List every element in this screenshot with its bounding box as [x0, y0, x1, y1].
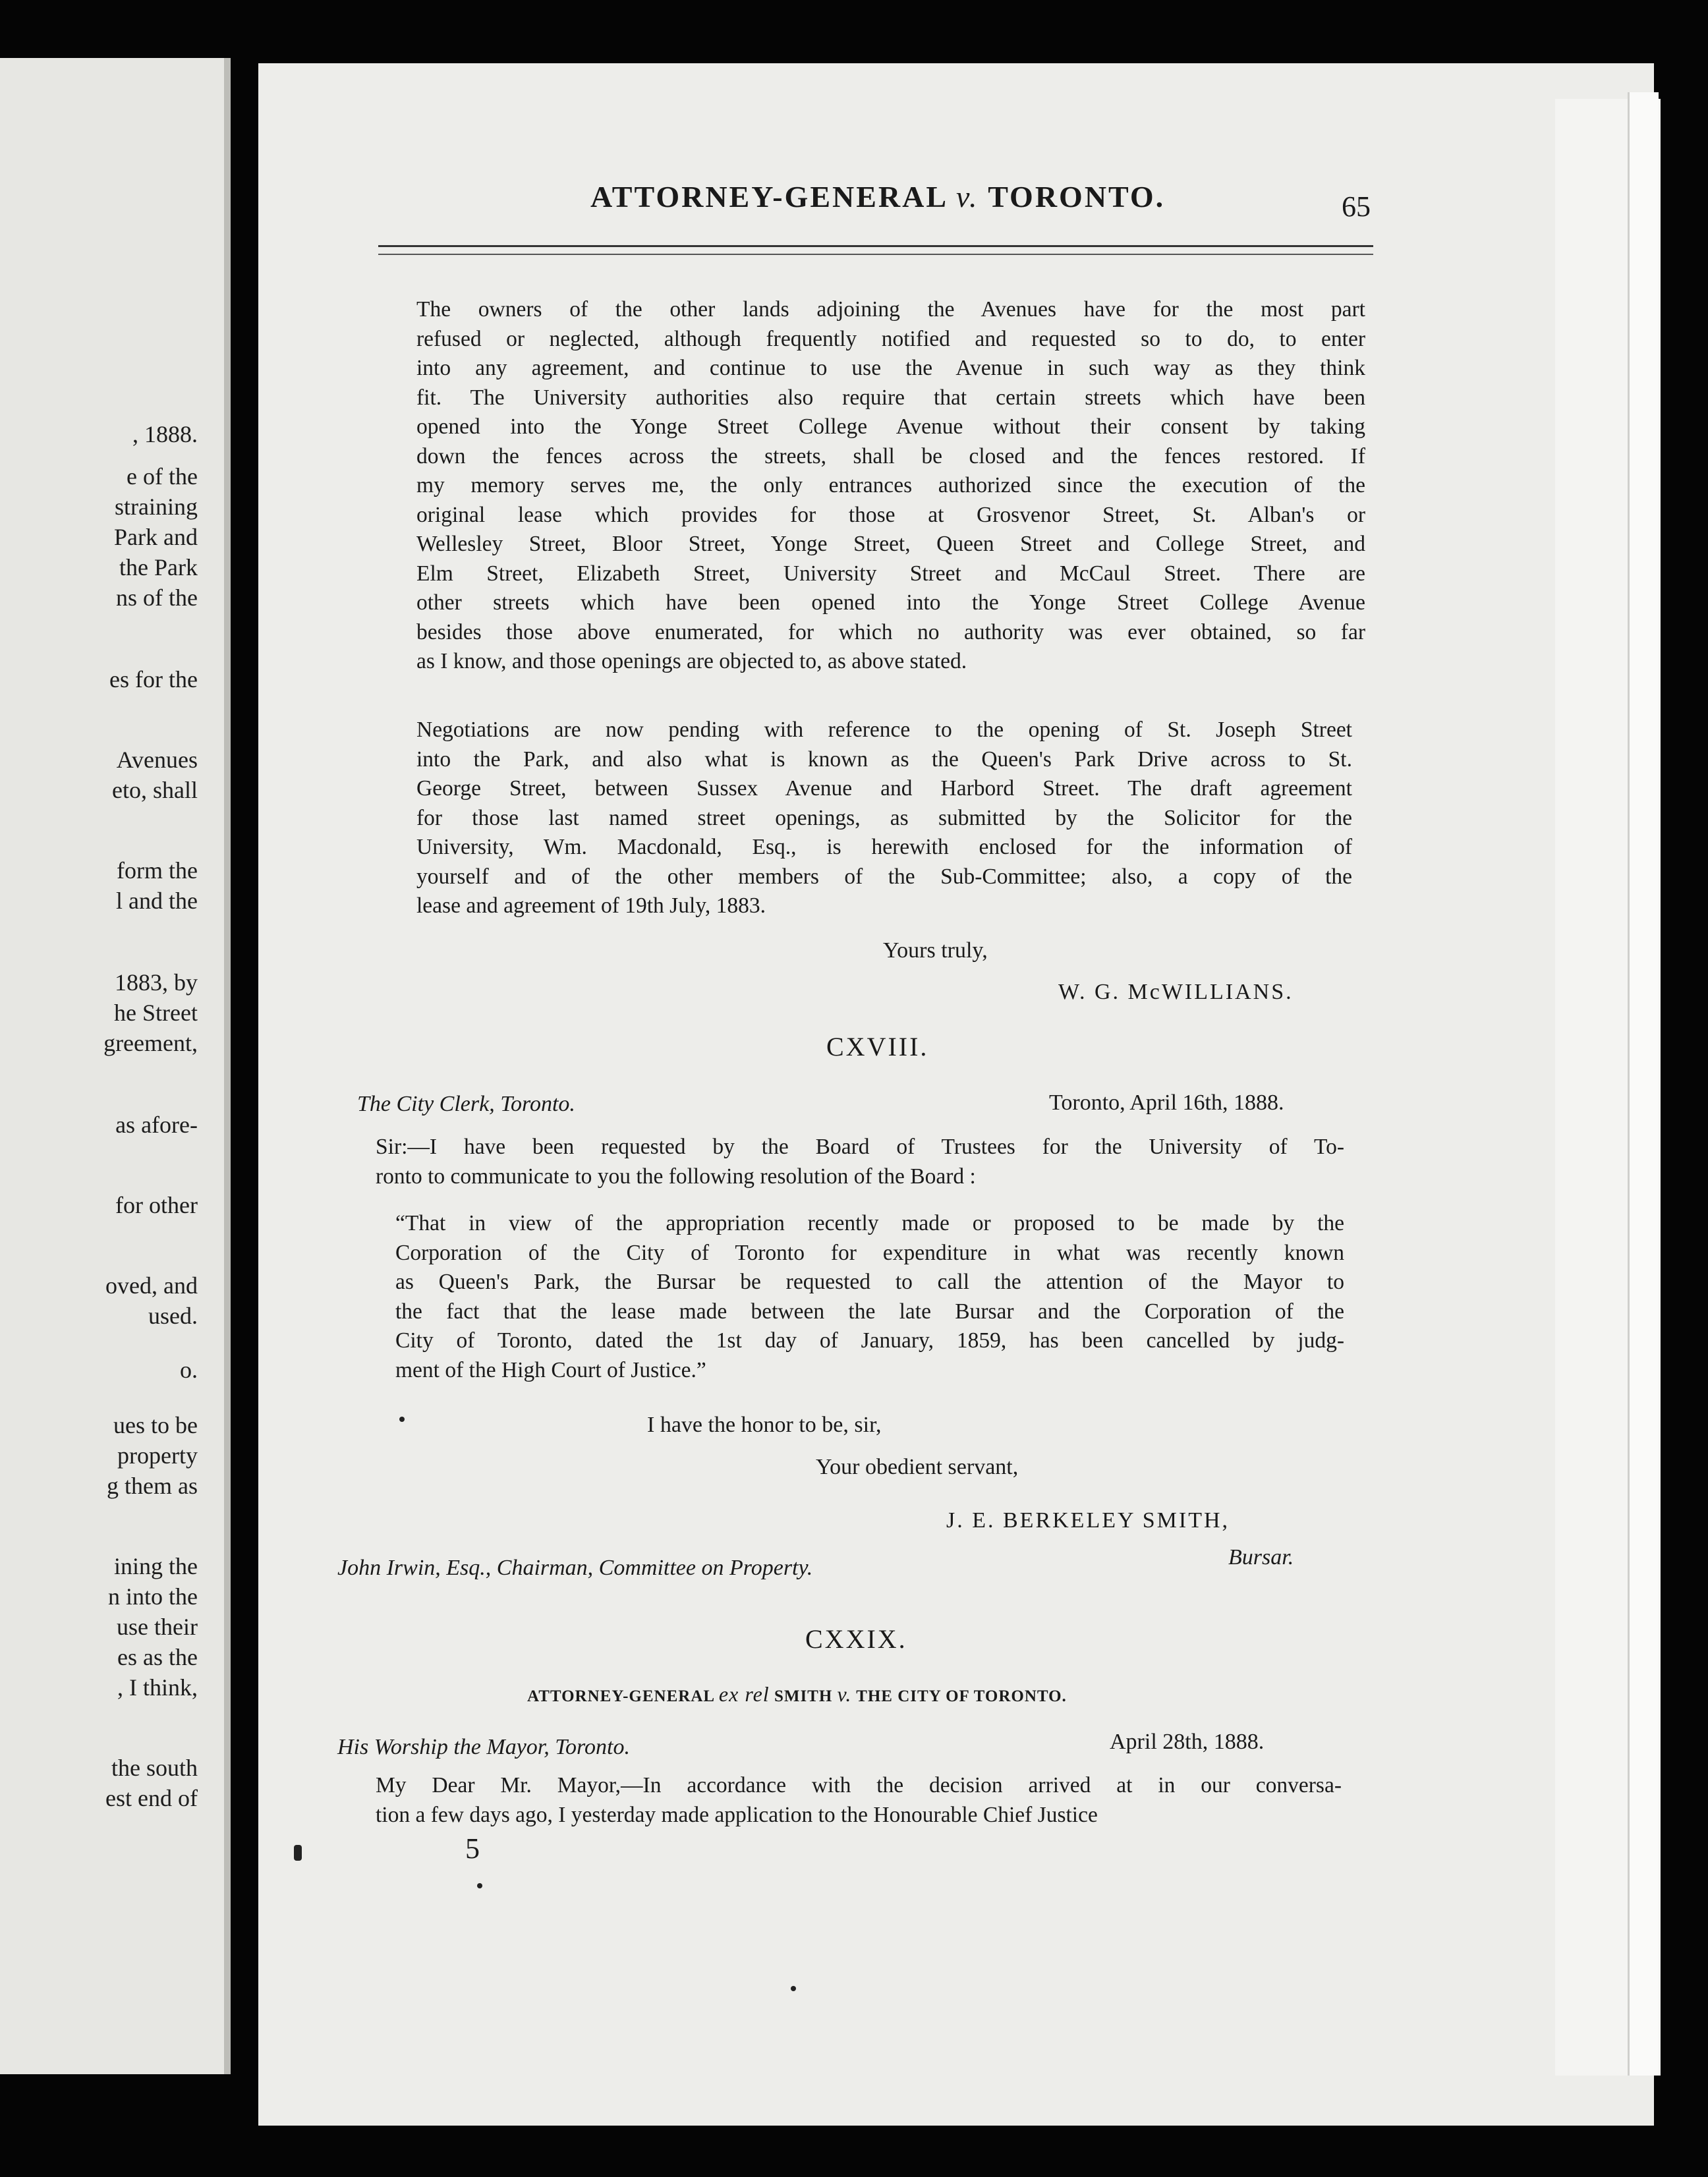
paragraph-2: [416, 716, 1352, 921]
text-line: down the fences across the streets, shall be closed and the fences restored. If: [416, 443, 1365, 468]
text-line: Wellesley Street, Bloor Street, Yonge Street, Queen Street and College Street, and: [416, 532, 1365, 556]
page-number: 65: [1342, 190, 1371, 223]
facing-page-text-fragment: use their: [117, 1614, 198, 1640]
facing-page-text-fragment: o.: [180, 1357, 198, 1383]
ink-speck: [399, 1417, 405, 1422]
text-line: City of Toronto, dated the 1st day of January, 1859, has been cancelled by judg-: [395, 1328, 1344, 1353]
letter-3-date: April 28th, 1888.: [1110, 1730, 1265, 1754]
facing-page-text-fragment: he Street: [114, 1000, 198, 1026]
running-head-versus: v.: [956, 180, 979, 213]
facing-page-text-fragment: the Park: [119, 554, 198, 580]
facing-page-text-fragment: l and the: [116, 888, 198, 914]
text-line: ment of the High Court of Justice.”: [395, 1357, 706, 1382]
text-line: “That in view of the appropriation recently made or proposed to be made by the: [395, 1211, 1344, 1235]
text-line: other streets which have been opened into the Yonge Street College Avenue: [416, 590, 1365, 615]
text-line: My Dear Mr. Mayor,—In accordance with the decision arrived at in our conversa-: [376, 1773, 1342, 1797]
header-rule: [378, 245, 1373, 255]
letter-2-salutation: [376, 1133, 1344, 1191]
text-line: my memory serves me, the only entrances authorized since the execution of the: [416, 473, 1365, 497]
facing-page-text-fragment: ues to be: [113, 1412, 198, 1438]
facing-page-text-fragment: form the: [117, 857, 198, 884]
facing-page-text-fragment: as afore-: [115, 1112, 198, 1138]
case-title-relator: SMITH: [774, 1687, 833, 1705]
facing-page-text-fragment: est end of: [105, 1785, 198, 1811]
text-line: tion a few days ago, I yesterday made application to the Honourable Chief Justice: [376, 1802, 1098, 1827]
text-line: University, Wm. Macdonald, Esq., is herewith enclosed for the information of: [416, 835, 1352, 859]
facing-page-text-fragment: greement,: [103, 1030, 198, 1056]
facing-page-text-fragment: property: [117, 1442, 198, 1469]
text-line: The owners of the other lands adjoining the Avenues have for the most part: [416, 297, 1365, 322]
facing-page-text-fragment: eto, shall: [112, 777, 198, 803]
facing-page: [0, 58, 231, 2074]
resolution-text: [395, 1209, 1344, 1385]
text-line: yourself and of the other members of the Sub-Committee; also, a copy of the: [416, 864, 1352, 889]
signatory-title: Bursar.: [1228, 1545, 1294, 1569]
facing-page-text-fragment: oved, and: [105, 1272, 198, 1299]
text-line: ronto to communicate to you the following resolution of the Board :: [376, 1164, 976, 1189]
text-line: original lease which provides for those at Grosvenor Street, St. Alban's or: [416, 502, 1365, 527]
facing-page-text-fragment: 1883, by: [115, 969, 198, 996]
facing-page-text-fragment: es as the: [117, 1644, 198, 1670]
text-line: opened into the Yonge Street College Avenue without their consent by taking: [416, 414, 1365, 439]
text-line: into the Park, and also what is known as the Queen's Park Drive across to St.: [416, 747, 1352, 772]
section-number-118: CXVIII.: [826, 1032, 929, 1061]
page-edge-outer: [1628, 92, 1659, 2076]
ink-speck: [294, 1845, 302, 1861]
text-line: as Queen's Park, the Bursar be requested to call the attention of the Mayor to: [395, 1270, 1344, 1294]
text-line: for those last named street openings, as submitted by the Solicitor for the: [416, 805, 1352, 830]
text-line: into any agreement, and continue to use the Avenue in such way as they think: [416, 356, 1365, 380]
text-line: lease and agreement of 19th July, 1883.: [416, 893, 766, 918]
text-line: as I know, and those openings are objected to, as above stated.: [416, 649, 967, 673]
text-line: besides those above enumerated, for which no authority was ever obtained, so far: [416, 619, 1365, 644]
case-title: [527, 1682, 1067, 1707]
facing-page-text-fragment: , 1888.: [132, 421, 198, 447]
letter-1-signature: W. G. McWILLIANS.: [1058, 980, 1294, 1004]
text-line: Negotiations are now pending with reference to the opening of St. Joseph Street: [416, 718, 1352, 742]
text-line: Corporation of the City of Toronto for expenditure in what was recently known: [395, 1240, 1344, 1265]
addressee-city-clerk: The City Clerk, Toronto.: [357, 1092, 575, 1116]
letter-2-signature: J. E. BERKELEY SMITH,: [946, 1508, 1230, 1533]
letter-2-closing: I have the honor to be, sir,: [647, 1413, 882, 1437]
text-line: the fact that the lease made between the late Bursar and the Corporation of the: [395, 1299, 1344, 1324]
facing-page-text-fragment: n into the: [108, 1583, 198, 1610]
signature-mark: 5: [465, 1832, 480, 1865]
running-head-part-a: ATTORNEY-GENERAL: [590, 180, 947, 213]
text-line: Elm Street, Elizabeth Street, University Street and McCaul Street. There are: [416, 561, 1365, 586]
text-line: George Street, between Sussex Avenue and Harbord Street. The draft agreement: [416, 776, 1352, 801]
facing-page-text-fragment: ining the: [114, 1553, 198, 1579]
facing-page-text-fragment: es for the: [109, 666, 198, 693]
letter-2-recipient: John Irwin, Esq., Chairman, Committee on Property.: [337, 1556, 813, 1580]
running-head-part-b: TORONTO.: [988, 180, 1166, 213]
letter-3-text: [376, 1771, 1342, 1830]
text-line: refused or neglected, although frequently notified and requested so to do, to enter: [416, 326, 1365, 351]
ink-speck: [791, 1986, 796, 1991]
addressee-mayor: His Worship the Mayor, Toronto.: [337, 1735, 630, 1759]
case-title-ex-rel: ex rel: [718, 1682, 770, 1706]
ink-speck: [477, 1883, 482, 1888]
facing-page-text-fragment: ns of the: [116, 584, 198, 611]
facing-page-text-fragment: straining: [115, 494, 198, 520]
facing-page-text-fragment: Avenues: [116, 747, 198, 773]
facing-page-text-fragment: Park and: [114, 524, 198, 550]
facing-page-text-fragment: used.: [148, 1303, 198, 1329]
text-line: fit. The University authorities also require that certain streets which have been: [416, 385, 1365, 410]
case-title-party-a: ATTORNEY-GENERAL: [527, 1687, 714, 1705]
letter-2-date: Toronto, April 16th, 1888.: [1049, 1090, 1284, 1115]
text-line: Sir:—I have been requested by the Board of Trustees for the University of To-: [376, 1135, 1344, 1159]
paragraph-1: [416, 295, 1365, 677]
facing-page-text-fragment: g them as: [107, 1473, 198, 1499]
letter-2-complimentary-close: Your obedient servant,: [816, 1455, 1019, 1479]
facing-page-text-fragment: for other: [115, 1192, 198, 1218]
section-number-129: CXXIX.: [805, 1624, 907, 1654]
case-title-versus: v.: [837, 1682, 852, 1706]
facing-page-text-fragment: e of the: [127, 463, 198, 490]
running-head: [590, 179, 1165, 214]
facing-page-text-fragment: , I think,: [117, 1674, 198, 1701]
letter-1-closing: Yours truly,: [883, 938, 988, 963]
case-title-party-b: THE CITY OF TORONTO.: [856, 1687, 1067, 1705]
facing-page-text-fragment: the south: [111, 1755, 198, 1781]
